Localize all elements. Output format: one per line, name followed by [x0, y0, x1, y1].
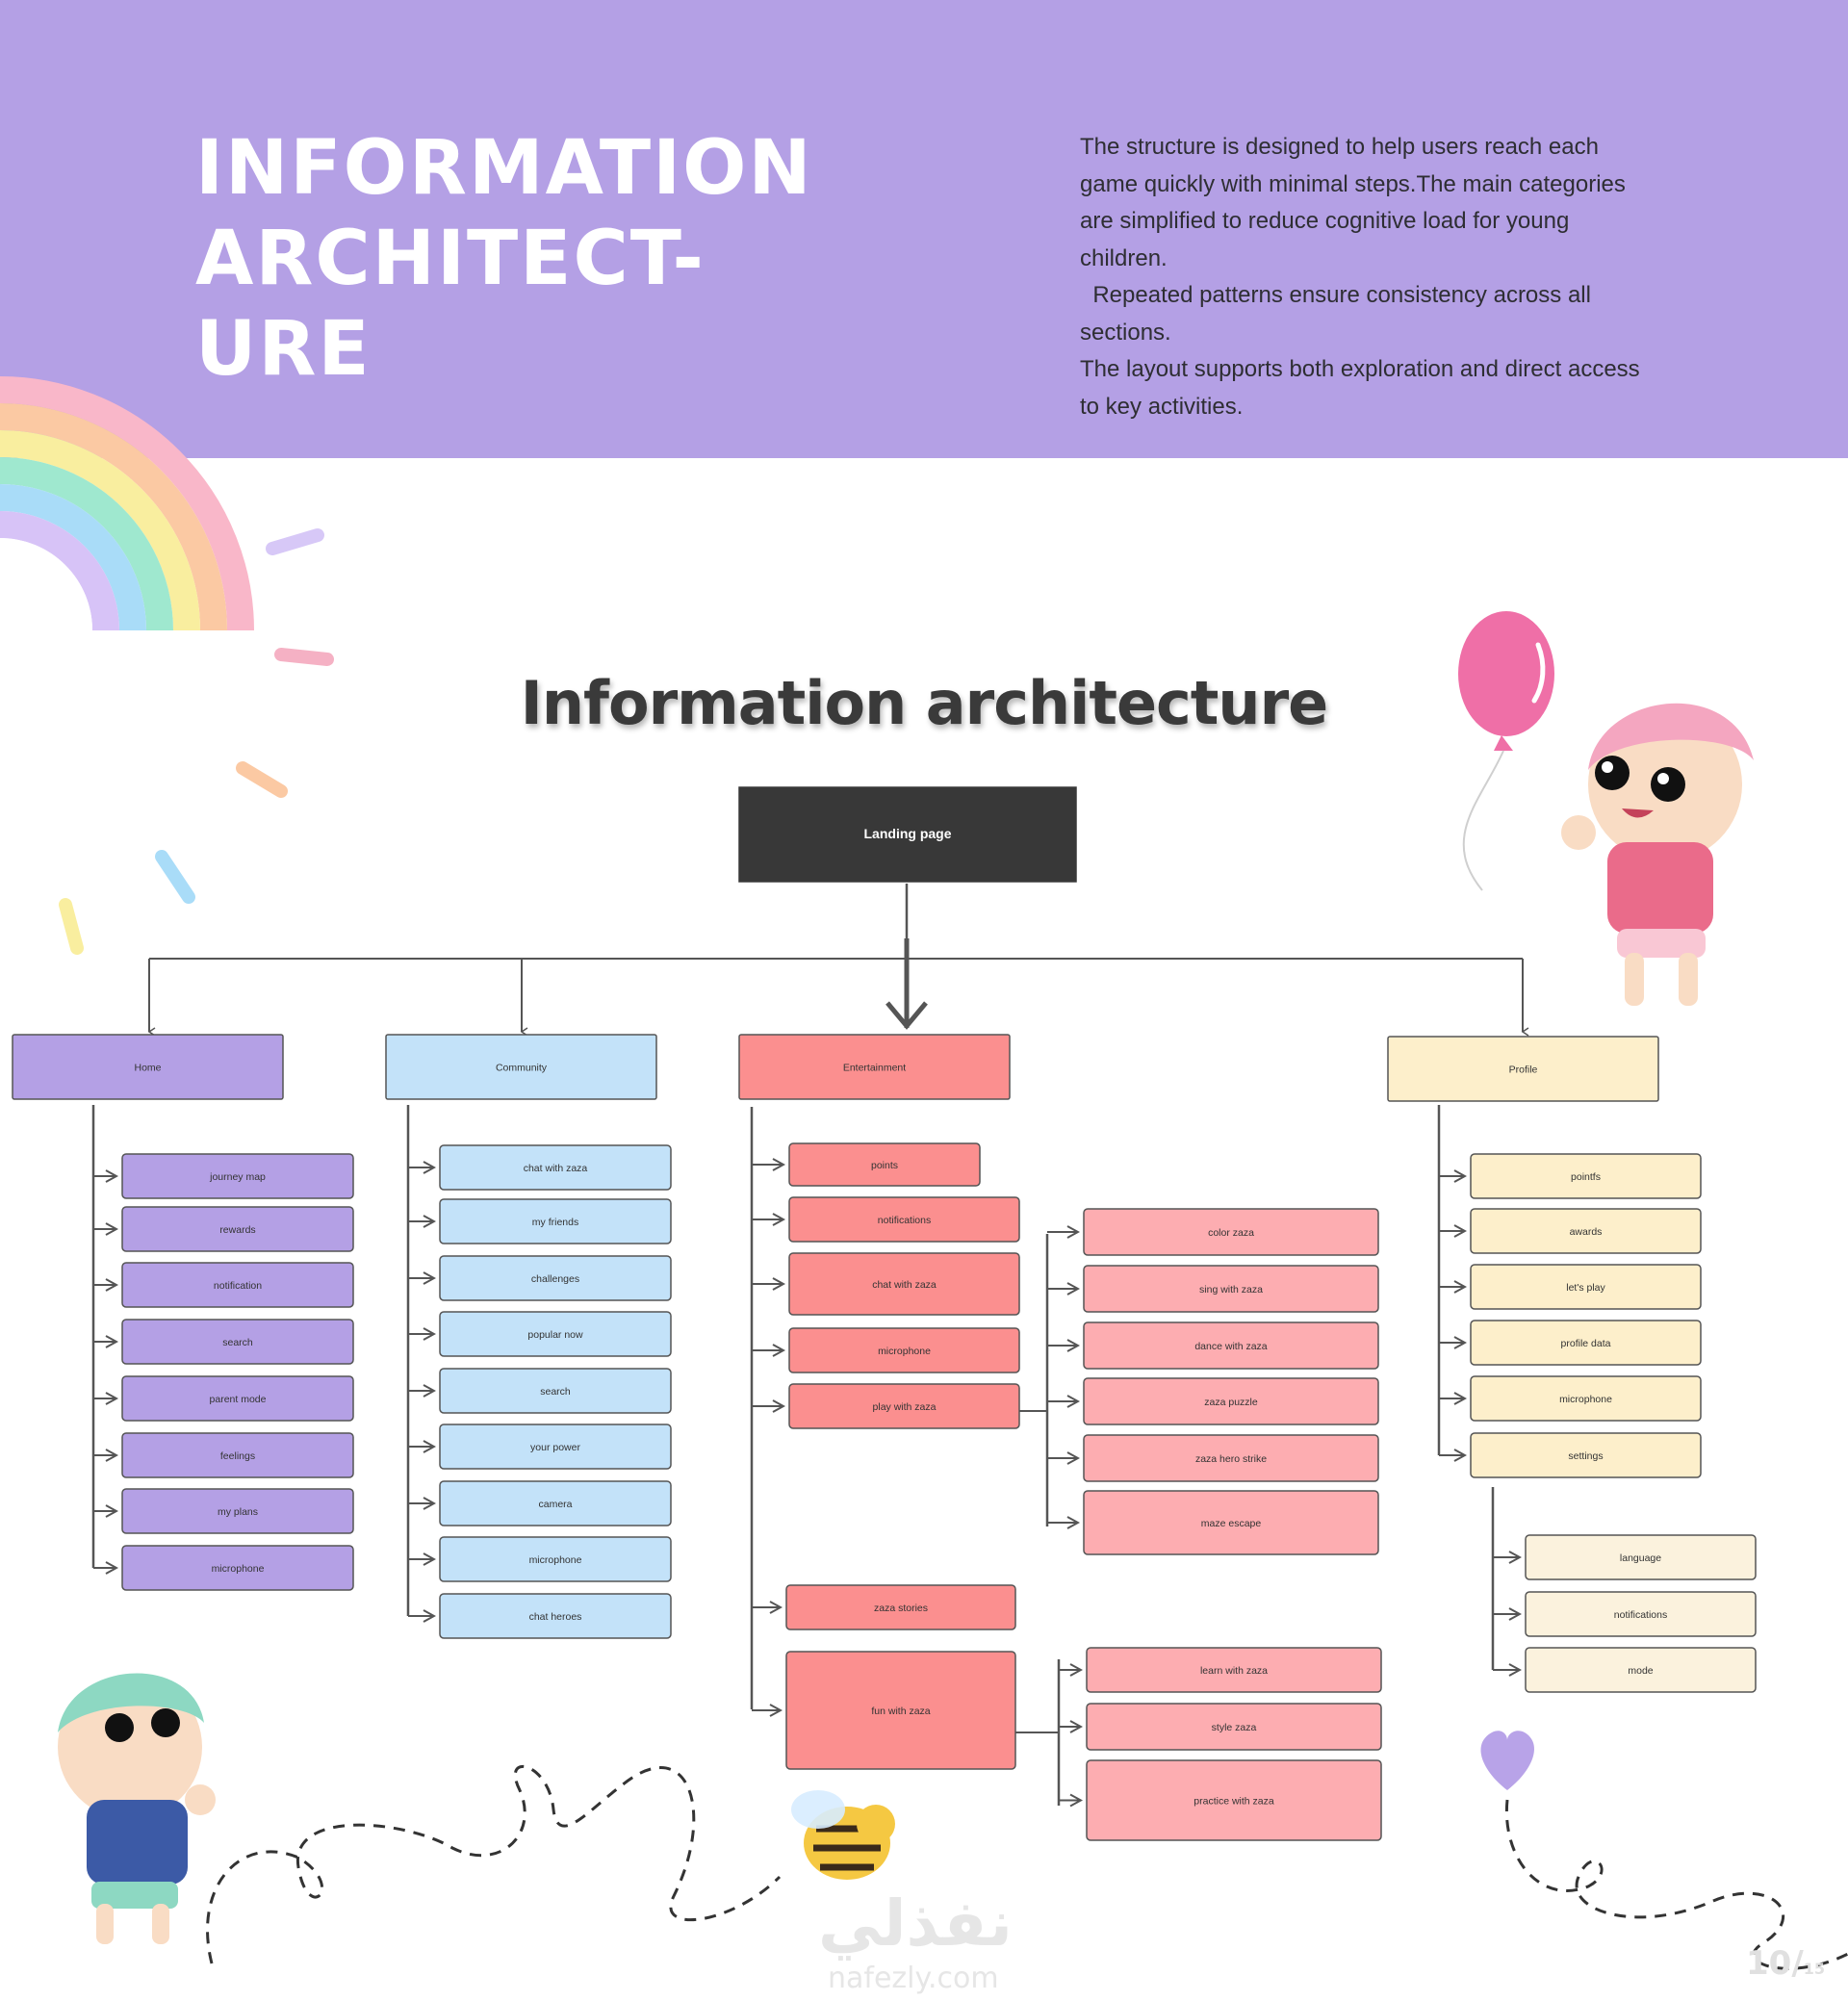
home-item-journey-map-label: journey map: [210, 1171, 266, 1183]
home-item-notification: [122, 1263, 353, 1307]
profile-item-let-s-play-label: let's play: [1566, 1282, 1605, 1294]
page-title-line: INFORMATION: [195, 125, 813, 212]
fun-with-zaza-item-practice-with-zaza-label: practice with zaza: [1194, 1795, 1274, 1808]
watermark-arabic: نفذلي: [818, 1886, 1013, 1961]
entertainment-item-play-with-zaza: [789, 1384, 1019, 1428]
home-item-microphone-label: microphone: [211, 1563, 265, 1575]
settings-item-notifications: [1526, 1592, 1756, 1636]
community-item-chat-with-zaza: [440, 1145, 671, 1190]
profile-item-profile-data: [1471, 1321, 1701, 1365]
category-home-label: Home: [134, 1062, 162, 1074]
play-with-zaza-item-dance-with-zaza: [1084, 1322, 1378, 1369]
community-item-your-power: [440, 1424, 671, 1469]
entertainment-item-points-label: points: [870, 1160, 899, 1171]
home-item-search: [122, 1320, 353, 1364]
community-item-challenges: [440, 1256, 671, 1300]
community-item-camera-label: camera: [538, 1499, 573, 1510]
play-with-zaza-item-zaza-hero-strike-label: zaza hero strike: [1194, 1453, 1268, 1465]
page-title-line: ARCHITECT-: [195, 216, 706, 302]
entertainment-item-notifications-label: notifications: [877, 1215, 932, 1226]
play-with-zaza-item-maze-escape: [1084, 1491, 1378, 1554]
profile-item-let-s-play: [1471, 1265, 1701, 1309]
fun-with-zaza-item-practice-with-zaza: [1087, 1760, 1381, 1840]
community-item-my-friends-label: my friends: [531, 1217, 579, 1228]
entertainment-item-fun-with-zaza: [786, 1652, 1015, 1769]
community-item-chat-with-zaza-label: chat with zaza: [523, 1163, 588, 1174]
home-item-search-label: search: [222, 1337, 253, 1348]
profile-item-microphone-label: microphone: [1559, 1394, 1612, 1405]
watermark-url: nafezly.com: [828, 1962, 999, 1995]
entertainment-item-points: [789, 1143, 980, 1186]
settings-item-mode-label: mode: [1628, 1665, 1654, 1677]
category-entertainment-label: Entertainment: [842, 1062, 907, 1074]
play-with-zaza-item-sing-with-zaza: [1084, 1266, 1378, 1312]
community-item-camera: [440, 1481, 671, 1526]
profile-item-awards-label: awards: [1569, 1226, 1603, 1238]
description-line: The layout supports both exploration and direct access: [1080, 356, 1640, 382]
profile-item-pointfs-label: pointfs: [1571, 1171, 1601, 1183]
settings-item-language: [1526, 1535, 1756, 1579]
settings-item-language-label: language: [1619, 1552, 1662, 1564]
community-item-my-friends: [440, 1199, 671, 1244]
fun-with-zaza-item-style-zaza: [1087, 1704, 1381, 1750]
settings-item-notifications-label: notifications: [1613, 1609, 1668, 1621]
entertainment-item-microphone-label: microphone: [878, 1346, 931, 1357]
entertainment-item-fun-with-zaza-label: fun with zaza: [871, 1706, 931, 1717]
fun-with-zaza-item-learn-with-zaza: [1087, 1648, 1381, 1692]
page-total: 15: [1803, 1960, 1825, 1978]
settings-item-mode: [1526, 1648, 1756, 1692]
category-community: [386, 1035, 656, 1099]
home-item-rewards-label: rewards: [219, 1224, 256, 1236]
home-item-my-plans-label: my plans: [217, 1506, 259, 1518]
description-line: are simplified to reduce cognitive load for young: [1080, 208, 1570, 234]
home-item-rewards: [122, 1207, 353, 1251]
community-item-search: [440, 1369, 671, 1413]
description-line: The structure is designed to help users reach each: [1080, 134, 1599, 160]
description-line: game quickly with minimal steps.The main categories: [1080, 170, 1626, 197]
entertainment-item-play-with-zaza-label: play with zaza: [872, 1401, 937, 1413]
description-line: sections.: [1080, 319, 1171, 346]
play-with-zaza-item-zaza-puzzle-label: zaza puzzle: [1204, 1397, 1258, 1408]
play-with-zaza-item-maze-escape-label: maze escape: [1200, 1518, 1262, 1529]
home-item-feelings: [122, 1433, 353, 1477]
home-item-parent-mode: [122, 1376, 353, 1421]
community-item-microphone: [440, 1537, 671, 1581]
home-item-feelings-label: feelings: [219, 1450, 256, 1462]
root-node-landing-page-label: Landing page: [863, 826, 952, 841]
play-with-zaza-item-dance-with-zaza-label: dance with zaza: [1194, 1341, 1268, 1352]
play-with-zaza-item-color-zaza: [1084, 1209, 1378, 1255]
description-line: to key activities.: [1080, 393, 1244, 420]
page-title-line: URE: [195, 306, 372, 393]
entertainment-item-zaza-stories-label: zaza stories: [873, 1603, 929, 1614]
community-item-microphone-label: microphone: [528, 1554, 582, 1566]
category-entertainment: [739, 1035, 1010, 1099]
community-item-search-label: search: [540, 1386, 571, 1398]
description-line: children.: [1080, 244, 1168, 271]
home-item-journey-map: [122, 1154, 353, 1198]
community-item-challenges-label: challenges: [530, 1273, 580, 1285]
profile-item-profile-data-label: profile data: [1560, 1338, 1611, 1349]
home-item-notification-label: notification: [213, 1280, 263, 1292]
community-item-your-power-label: your power: [530, 1442, 580, 1453]
fun-with-zaza-item-learn-with-zaza-label: learn with zaza: [1199, 1665, 1269, 1677]
profile-item-awards: [1471, 1209, 1701, 1253]
entertainment-item-chat-with-zaza-label: chat with zaza: [872, 1279, 937, 1291]
play-with-zaza-item-zaza-hero-strike: [1084, 1435, 1378, 1481]
entertainment-item-zaza-stories: [786, 1585, 1015, 1629]
page-number: [1746, 1944, 1825, 1983]
entertainment-item-chat-with-zaza: [789, 1253, 1019, 1315]
category-community-label: Community: [495, 1062, 548, 1074]
root-node-landing-page: [739, 787, 1076, 882]
category-profile: [1388, 1037, 1658, 1101]
nodes: [13, 787, 1756, 1840]
fun-with-zaza-item-style-zaza-label: style zaza: [1211, 1722, 1257, 1733]
home-item-microphone: [122, 1546, 353, 1590]
community-item-popular-now-label: popular now: [527, 1329, 583, 1341]
page-current: 10/: [1746, 1944, 1804, 1983]
profile-item-settings-label: settings: [1568, 1450, 1604, 1462]
home-item-parent-mode-label: parent mode: [209, 1394, 267, 1405]
community-item-chat-heroes-label: chat heroes: [528, 1611, 582, 1623]
category-home: [13, 1035, 283, 1099]
profile-item-settings: [1471, 1433, 1701, 1477]
profile-item-pointfs: [1471, 1154, 1701, 1198]
diagram-title: Information architecture: [520, 668, 1328, 738]
description-line: Repeated patterns ensure consistency across all: [1080, 282, 1591, 308]
play-with-zaza-item-zaza-puzzle: [1084, 1378, 1378, 1424]
home-item-my-plans: [122, 1489, 353, 1533]
play-with-zaza-item-sing-with-zaza-label: sing with zaza: [1199, 1284, 1263, 1296]
profile-item-microphone: [1471, 1376, 1701, 1421]
community-item-popular-now: [440, 1312, 671, 1356]
category-profile-label: Profile: [1508, 1064, 1538, 1076]
play-with-zaza-item-color-zaza-label: color zaza: [1208, 1227, 1254, 1239]
entertainment-item-notifications: [789, 1197, 1019, 1242]
community-item-chat-heroes: [440, 1594, 671, 1638]
entertainment-item-microphone: [789, 1328, 1019, 1372]
